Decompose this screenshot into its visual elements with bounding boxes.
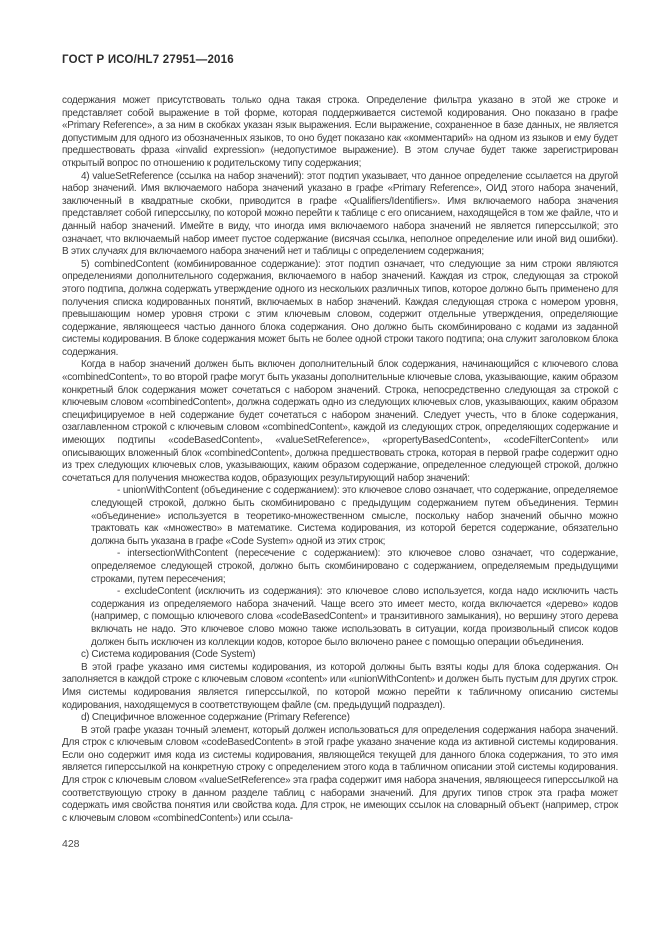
paragraph-code-system-description: В этой графе указано имя системы кодирования, из которой должны быть взяты коды для блока содержания. Он заполняется в каждой строке с ключевым словом «content» или «unionWithContent» и должен быть пустым для других строк. Имя системы кодирования является гиперссылкой, по которой можно перейти к табличному описанию системы кодирования, находящемуся в соответствующем файле (см. предыдущий подраздел).: [62, 661, 618, 711]
paragraph-heading-c-code-system: c) Система кодирования (Code System): [81, 649, 256, 661]
paragraph-combined-content-rules: Когда в набор значений должен быть включен дополнительный блок содержания, начинающийся с ключевого слова «combinedContent», то во второй графе могут быть указаны дополнительные ключевые слова, указывающие, каким образом конкретный блок содержания может сочетаться с набором значений. Строка, непосредственно следующая за строкой с ключевым словом «combinedContent», должна содержать одно из следующих ключевых слов, указывающих, каким образом специфицируемое в ней содержание будет сочетаться с набором значений. Следует учесть, что в блоке содержания, озаглавленном строкой с ключевым словом «combinedContent», каждой из следующих строк, определяющих содержание и имеющих подтипы «codeBasedContent», «valueSetReference», «propertyBasedContent», «codeFilterContent» или описывающих вложенный блок «combinedContent», должна предшествовать строка, которая в первой графе содержит одно из трех следующих ключевых слов, указывающих, каким образом содержание, определенное следующей строкой, должно сочетаться для получения множества кодов, образующих результирующий набор значений:: [62, 359, 618, 484]
paragraph-continuation: содержания может присутствовать только одна такая строка. Определение фильтра указано в этой же строке и представляет собой выражение в той форме, которая поддерживается системой кодирования. Оно показано в графе «Primary Reference», а за ним в скобках указан язык выражения. Если выражение, сохраненное в базе данных, не является допустимым для одного из обозначенных языков, то оно будет показано как «комментарий» на одном из языков и ему будет предшествовать фраза «invalid expression» (недопустимое выражение). В этом случае будет также зарегистрирован открытый вопрос по отношению к родительскому типу содержания;: [62, 95, 618, 169]
document-body: [62, 95, 618, 825]
paragraph-primary-reference-description: В этой графе указан точный элемент, который должен использоваться для определения содержания набора значений. Для строк с ключевым словом «codeBasedContent» в этой графе указано значение кода из активной системы кодирования. Если оно содержит имя кода из системы кодирования, являющейся текущей для данного блока содержания, то это имя является гиперссылкой на конкретную строку с определением этого кода в табличном описании этой системы кодирования. Для строк с ключевым словом «valueSetReference» эта графа содержит имя набора значения, являющееся гиперссылкой на соответствующую строку в данном разделе таблиц с наборами значений. Для других типов строк эта графа может содержать имя свойства понятия или свойства кода. Для строк, не имеющих ссылок на словарный объект (например, строк с ключевым словом «combinedContent») или ссыла-: [62, 724, 618, 824]
paragraph-heading-d-primary-reference: d) Специфичное вложенное содержание (Primary Reference): [81, 712, 350, 724]
paragraph-dash-excludecontent: - excludeContent (исключить из содержания): это ключевое слово используется, когда надо исключить часть содержания из определяемого набора значений. Чаще всего это имеет место, когда включается «дерево» кодов (например, с помощью ключевого слова «codeBasedContent» и транзитивного замыкания), но вершину этого дерева включать не надо. Это ключевое слово можно также использовать в ситуации, когда произвольный список кодов должен быть исключен из коллекции кодов, которое было включено ранее с помощью операции объединения.: [91, 586, 618, 648]
document-header-title: ГОСТ Р ИСО/HL7 27951—2016: [62, 54, 234, 66]
paragraph-item-4-valuesetreference: 4) valueSetReference (ссылка на набор значений): этот подтип указывает, что данное определение ссылается на другой набор значений. Имя включаемого набора значений указано в графе «Primary Reference», ОИД этого набора значений, заключенный в квадратные скобки, приводится в графе «Qualifiers/Identifiers». Имя включаемого набора значения представляет собой гиперссылку, по которой можно перейти к таблице с его описанием, находящейся в том же файле, что и данный набор значений. Имейте в виду, что иногда имя включаемого набора значений не является гиперссылкой; это означает, что включаемый набор имеет пустое содержание (висячая ссылка, неполное определение или иной вид ошибки). В этих случаях для включаемого набора значений нет и таблицы с определением содержания;: [62, 170, 618, 258]
page-number: 428: [62, 838, 80, 850]
paragraph-dash-unionwithcontent: - unionWithContent (объединение с содержанием): это ключевое слово означает, что содержание, определяемое следующей строкой, должно быть скомбинировано с предыдущим содержанием путем объединения. Термин «объединение» используется в теоретико-множественном смысле, поскольку набор значений обычно можно трактовать как «множество» в математике. Система кодирования, из которой берется содержание, обязательно должна быть указана в графе «Code System» одной из этих строк;: [91, 485, 618, 547]
paragraph-item-5-combinedcontent: 5) combinedContent (комбинированное содержание): этот подтип означает, что следующие за ним строки являются определениями дополнительного содержания, включаемого в набор значений. Каждая из строк, следующая за строкой этого подтипа, должна содержать утверждение одного из нескольких различных типов, которое должно быть применено для получения списка кодированных понятий, включаемых в набор значений. Каждая следующая строка с номером уровня, превышающим номер уровня строки с этим ключевым словом, содержит отдельные утверждения, определяющие содержание, являющееся частью данного блока содержания. Оно должно быть скомбинировано с кодами из заданной системы кодирования. В блоке содержания может быть не более одной строки такого подтипа; она служит заголовком блока содержания.: [62, 258, 618, 358]
paragraph-dash-intersectionwithcontent: - intersectionWithContent (пересечение с содержанием): это ключевое слово означает, что содержание, определяемое следующей строкой, должно быть скомбинировано с содержанием, определяемым предыдущими строками, путем пересечения;: [91, 548, 618, 585]
